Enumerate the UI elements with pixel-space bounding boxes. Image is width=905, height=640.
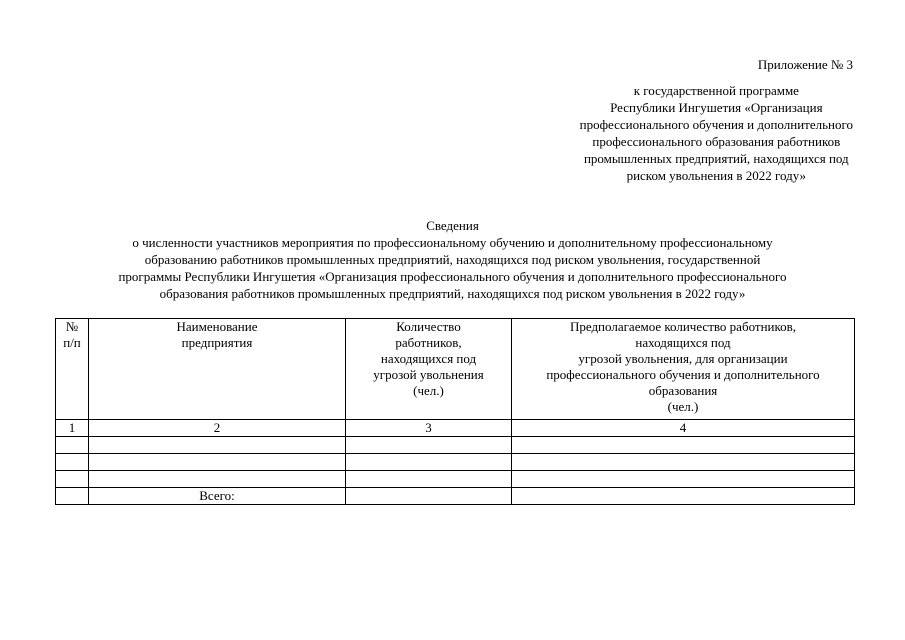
data-table (55, 318, 855, 505)
header-text: находящихся под (380, 351, 477, 366)
document-heading (40, 217, 865, 302)
table-cell (512, 437, 855, 454)
column-number: 1 (56, 420, 89, 437)
appendix-reference (580, 82, 853, 184)
total-row (56, 488, 855, 505)
table-cell (346, 471, 512, 488)
table-cell (89, 471, 346, 488)
table-row (56, 437, 855, 454)
appendix-line: профессионального образования работников (592, 134, 841, 149)
table-cell (512, 471, 855, 488)
table-cell (512, 488, 855, 505)
table-cell (56, 471, 89, 488)
heading-line: образования работников промышленных предприятий, находящихся под риском увольнения в 2022 году» (159, 286, 746, 301)
header-text: Количество (396, 319, 461, 334)
total-label: Всего: (89, 488, 346, 505)
appendix-title: Приложение № 3 (757, 57, 853, 72)
header-text: (чел.) (413, 383, 444, 398)
header-text: профессионального обучения и дополнительного (546, 367, 820, 382)
table-cell (56, 437, 89, 454)
column-number: 2 (89, 420, 346, 437)
column-number: 4 (512, 420, 855, 437)
column-number-row (56, 420, 855, 437)
heading-line: образованию работников промышленных предприятий, находящихся под риском увольнения, государственной (144, 252, 761, 267)
header-text: находящихся под (635, 335, 731, 350)
header-cell-number (56, 319, 89, 420)
header-text: № (65, 319, 79, 334)
header-text: Наименование (176, 319, 258, 334)
table-cell (56, 454, 89, 471)
header-cell-enterprise (89, 319, 346, 420)
table-cell (346, 437, 512, 454)
appendix-line: к государственной программе (633, 83, 799, 98)
table-row (56, 454, 855, 471)
header-text: угрозой увольнения, для организации (578, 351, 788, 366)
column-number: 3 (346, 420, 512, 437)
table-row (56, 471, 855, 488)
header-text: образования (648, 383, 718, 398)
heading-line: программы Республики Ингушетия «Организация профессионального обучения и дополнительного профессионального (118, 269, 787, 284)
table-cell (89, 437, 346, 454)
header-text: п/п (63, 335, 81, 350)
table-cell (346, 488, 512, 505)
appendix-line: промышленных предприятий, находящихся под (583, 151, 849, 166)
header-text: Предполагаемое количество работников, (569, 319, 797, 334)
appendix-line: риском увольнения в 2022 году» (626, 168, 807, 183)
table-cell (89, 454, 346, 471)
table-cell (512, 454, 855, 471)
header-cell-worker-count (346, 319, 512, 420)
heading-line: о численности участников мероприятия по профессиональному обучению и дополнительному профессиональному (132, 235, 773, 250)
table-cell (346, 454, 512, 471)
header-text: предприятия (181, 335, 253, 350)
header-text: работников, (395, 335, 462, 350)
header-cell-planned-count (512, 319, 855, 420)
header-text: (чел.) (667, 399, 699, 414)
table-header-row (56, 319, 855, 420)
appendix-line: профессионального обучения и дополнительного (579, 117, 853, 132)
appendix-line: Республики Ингушетия «Организация (610, 100, 823, 115)
table-cell (56, 488, 89, 505)
heading-title: Сведения (426, 218, 479, 233)
header-text: угрозой увольнения (373, 367, 484, 382)
